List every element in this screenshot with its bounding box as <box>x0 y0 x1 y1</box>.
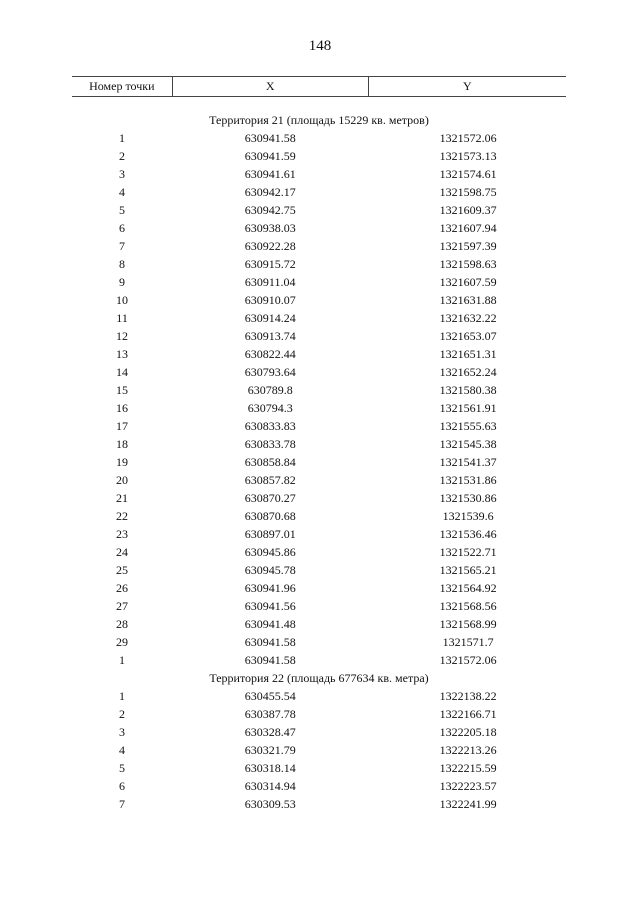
table-row <box>72 507 566 525</box>
table-row <box>72 471 566 489</box>
y-coordinate-cell: 1321530.86 <box>439 490 497 505</box>
point-number-cell: 7 <box>119 238 126 253</box>
table-row <box>72 165 566 183</box>
column-header-point-number: Номер точки <box>72 77 172 97</box>
point-number-cell: 1 <box>119 652 126 667</box>
x-coordinate-cell: 630794.3 <box>247 400 293 415</box>
table-row <box>72 201 566 219</box>
point-number-cell: 2 <box>119 706 126 721</box>
x-coordinate-cell: 630309.53 <box>244 796 296 811</box>
x-coordinate-cell: 630793.64 <box>244 364 296 379</box>
x-coordinate-cell: 630922.28 <box>244 238 296 253</box>
table-row <box>72 327 566 345</box>
y-coordinate-cell: 1321564.92 <box>439 580 497 595</box>
table-row <box>72 651 566 669</box>
x-coordinate-cell: 630941.61 <box>244 166 296 181</box>
table-row <box>72 147 566 165</box>
point-number-cell: 18 <box>116 436 129 451</box>
x-coordinate-cell: 630833.83 <box>244 418 296 433</box>
y-coordinate-cell: 1321653.07 <box>439 328 497 343</box>
x-coordinate-cell: 630328.47 <box>244 724 296 739</box>
y-coordinate-cell: 1321580.38 <box>439 382 497 397</box>
x-coordinate-cell: 630945.78 <box>244 562 296 577</box>
x-coordinate-cell: 630455.54 <box>244 688 296 703</box>
point-number-cell: 24 <box>116 544 129 559</box>
x-coordinate-cell: 630858.84 <box>244 454 296 469</box>
y-coordinate-cell: 1322166.71 <box>439 706 497 721</box>
table-row <box>72 579 566 597</box>
x-coordinate-cell: 630941.96 <box>244 580 296 595</box>
point-number-cell: 23 <box>116 526 129 541</box>
table-row <box>72 633 566 651</box>
y-coordinate-cell: 1321541.37 <box>439 454 497 469</box>
table-row <box>72 417 566 435</box>
y-coordinate-cell: 1321607.59 <box>439 274 497 289</box>
section-title-row <box>72 111 566 129</box>
table-row <box>72 615 566 633</box>
x-coordinate-cell: 630913.74 <box>244 328 296 343</box>
x-coordinate-cell: 630822.44 <box>244 346 296 361</box>
x-coordinate-cell: 630942.75 <box>244 202 296 217</box>
point-number-cell: 11 <box>116 310 128 325</box>
y-coordinate-cell: 1321572.06 <box>439 130 497 145</box>
table-row <box>72 309 566 327</box>
y-coordinate-cell: 1321631.88 <box>439 292 497 307</box>
x-coordinate-cell: 630321.79 <box>244 742 296 757</box>
header-row <box>72 77 566 97</box>
table-row <box>72 219 566 237</box>
table-row <box>72 291 566 309</box>
y-coordinate-cell: 1321565.21 <box>439 562 497 577</box>
point-number-cell: 19 <box>116 454 129 469</box>
x-coordinate-cell: 630910.07 <box>244 292 296 307</box>
y-coordinate-cell: 1321561.91 <box>439 400 497 415</box>
point-number-cell: 15 <box>116 382 129 397</box>
point-number-cell: 20 <box>116 472 129 487</box>
section-title: Территория 21 (площадь 15229 кв. метров) <box>209 112 429 127</box>
table-row <box>72 741 566 759</box>
y-coordinate-cell: 1321555.63 <box>439 418 497 433</box>
y-coordinate-cell: 1322223.57 <box>439 778 497 793</box>
y-coordinate-cell: 1321545.38 <box>439 436 497 451</box>
table-row <box>72 543 566 561</box>
table-row <box>72 561 566 579</box>
point-number-cell: 16 <box>116 400 129 415</box>
point-number-cell: 2 <box>119 148 126 163</box>
point-number-cell: 1 <box>119 688 126 703</box>
x-coordinate-cell: 630833.78 <box>244 436 296 451</box>
table-row <box>72 489 566 507</box>
x-coordinate-cell: 630941.58 <box>244 634 296 649</box>
x-coordinate-cell: 630318.14 <box>244 760 296 775</box>
column-header-y: Y <box>368 77 566 97</box>
point-number-cell: 27 <box>116 598 129 613</box>
x-coordinate-cell: 630911.04 <box>244 274 296 289</box>
table-row <box>72 273 566 291</box>
table-row <box>72 597 566 615</box>
x-coordinate-cell: 630870.27 <box>244 490 296 505</box>
y-coordinate-cell: 1321632.22 <box>439 310 497 325</box>
point-number-cell: 5 <box>119 202 126 217</box>
table-row <box>72 255 566 273</box>
table-row <box>72 363 566 381</box>
x-coordinate-cell: 630915.72 <box>244 256 296 271</box>
section-title-row <box>72 669 566 687</box>
point-number-cell: 13 <box>116 346 129 361</box>
table-row <box>72 705 566 723</box>
y-coordinate-cell: 1321598.75 <box>439 184 497 199</box>
table-row <box>72 453 566 471</box>
point-number-cell: 14 <box>116 364 129 379</box>
point-number-cell: 17 <box>116 418 129 433</box>
table-row <box>72 723 566 741</box>
y-coordinate-cell: 1321652.24 <box>439 364 497 379</box>
point-number-cell: 6 <box>119 778 126 793</box>
column-header-x: X <box>172 77 368 97</box>
x-coordinate-cell: 630914.24 <box>244 310 296 325</box>
table-row <box>72 381 566 399</box>
point-number-cell: 12 <box>116 328 129 343</box>
table-row <box>72 435 566 453</box>
y-coordinate-cell: 1321522.71 <box>439 544 497 559</box>
x-coordinate-cell: 630941.58 <box>244 652 296 667</box>
point-number-cell: 10 <box>116 292 129 307</box>
x-coordinate-cell: 630941.56 <box>244 598 296 613</box>
x-coordinate-cell: 630314.94 <box>244 778 296 793</box>
point-number-cell: 29 <box>116 634 129 649</box>
point-number-cell: 3 <box>119 166 126 181</box>
section-title: Территория 22 (площадь 677634 кв. метра) <box>209 670 429 685</box>
table-row <box>72 759 566 777</box>
page-number: 148 <box>308 38 332 54</box>
x-coordinate-cell: 630857.82 <box>244 472 296 487</box>
x-coordinate-cell: 630789.8 <box>247 382 293 397</box>
point-number-cell: 4 <box>119 742 126 757</box>
x-coordinate-cell: 630941.58 <box>244 130 296 145</box>
y-coordinate-cell: 1321539.6 <box>442 508 494 523</box>
y-coordinate-cell: 1321568.56 <box>439 598 497 613</box>
x-coordinate-cell: 630387.78 <box>244 706 296 721</box>
x-coordinate-cell: 630870.68 <box>244 508 296 523</box>
y-coordinate-cell: 1322241.99 <box>439 796 497 811</box>
point-number-cell: 21 <box>116 490 129 505</box>
point-number-cell: 26 <box>116 580 129 595</box>
x-coordinate-cell: 630941.48 <box>244 616 296 631</box>
y-coordinate-cell: 1321574.61 <box>439 166 497 181</box>
point-number-cell: 8 <box>119 256 126 271</box>
y-coordinate-cell: 1321651.31 <box>439 346 497 361</box>
y-coordinate-cell: 1321572.06 <box>439 652 497 667</box>
x-coordinate-cell: 630945.86 <box>244 544 296 559</box>
table-row <box>72 399 566 417</box>
y-coordinate-cell: 1321597.39 <box>439 238 497 253</box>
y-coordinate-cell: 1321568.99 <box>439 616 497 631</box>
y-coordinate-cell: 1322215.59 <box>439 760 497 775</box>
table-row <box>72 525 566 543</box>
y-coordinate-cell: 1322213.26 <box>439 742 497 757</box>
table-row <box>72 345 566 363</box>
coordinates-table <box>72 76 566 813</box>
table-row <box>72 237 566 255</box>
y-coordinate-cell: 1321531.86 <box>439 472 497 487</box>
spacer-row <box>72 97 566 112</box>
x-coordinate-cell: 630897.01 <box>244 526 296 541</box>
point-number-cell: 5 <box>119 760 126 775</box>
table-row <box>72 129 566 147</box>
y-coordinate-cell: 1321571.7 <box>442 634 494 649</box>
y-coordinate-cell: 1321598.63 <box>439 256 497 271</box>
x-coordinate-cell: 630941.59 <box>244 148 296 163</box>
y-coordinate-cell: 1321573.13 <box>439 148 497 163</box>
point-number-cell: 7 <box>119 796 126 811</box>
x-coordinate-cell: 630938.03 <box>244 220 296 235</box>
spacer-cell <box>72 97 566 112</box>
point-number-cell: 4 <box>119 184 126 199</box>
y-coordinate-cell: 1321536.46 <box>439 526 497 541</box>
table-row <box>72 183 566 201</box>
point-number-cell: 1 <box>119 130 126 145</box>
point-number-cell: 3 <box>119 724 126 739</box>
x-coordinate-cell: 630942.17 <box>244 184 296 199</box>
y-coordinate-cell: 1321609.37 <box>439 202 497 217</box>
y-coordinate-cell: 1321607.94 <box>439 220 497 235</box>
point-number-cell: 22 <box>116 508 129 523</box>
table-row <box>72 777 566 795</box>
point-number-cell: 28 <box>116 616 129 631</box>
y-coordinate-cell: 1322205.18 <box>439 724 497 739</box>
table-row <box>72 687 566 705</box>
point-number-cell: 6 <box>119 220 126 235</box>
y-coordinate-cell: 1322138.22 <box>439 688 497 703</box>
point-number-cell: 9 <box>119 274 126 289</box>
table-row <box>72 795 566 813</box>
table-body <box>72 97 566 814</box>
point-number-cell: 25 <box>116 562 129 577</box>
